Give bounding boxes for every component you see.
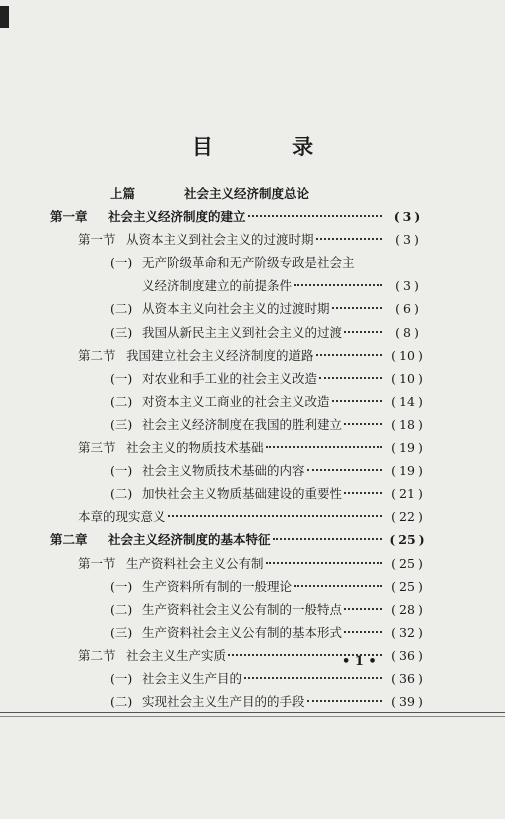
toc-page-number: 21 (399, 486, 415, 501)
dot-leader (307, 469, 382, 471)
toc-entry-title-line2: 义经济制度建立的前提条件 (142, 278, 293, 293)
toc-page-ref: ( 3 ) (395, 232, 419, 247)
toc-page-ref: ( 36 ) (391, 648, 423, 663)
toc-entry-label: 第一节 (78, 556, 116, 571)
toc-entry[interactable] (110, 369, 430, 389)
toc-entry[interactable] (78, 230, 430, 250)
toc-entry[interactable] (110, 484, 430, 504)
toc-page-ref: ( 3 ) (393, 209, 421, 224)
toc-entry-title: 对农业和手工业的社会主义改造 (142, 371, 318, 386)
toc-entry-text (110, 623, 342, 643)
toc-entry-title: 社会主义生产实质 (126, 648, 227, 663)
toc-entry[interactable] (110, 323, 430, 343)
toc-page-number: 39 (399, 694, 415, 709)
toc-entry-label: (三) (110, 325, 133, 340)
toc-page-number: 36 (399, 671, 415, 686)
toc-entry-text (110, 392, 330, 412)
toc-entry-title: 社会主义经济制度在我国的胜利建立 (142, 417, 343, 432)
toc-page-ref: ( 22 ) (391, 509, 423, 524)
toc-entry[interactable] (78, 438, 430, 458)
toc-page-number: 19 (399, 440, 415, 455)
dot-leader (332, 400, 382, 402)
toc-entry[interactable] (110, 577, 430, 597)
toc-entry-title: 从资本主义向社会主义的过渡时期 (142, 301, 330, 316)
toc-page-ref: ( 25 ) (391, 579, 423, 594)
toc-entry-text (110, 369, 317, 389)
toc-page-number: 3 (403, 232, 411, 247)
toc-page-number: 28 (399, 602, 415, 617)
toc-entry-title: 实现社会主义生产目的的手段 (142, 694, 305, 709)
toc-page-ref: ( 8 ) (395, 325, 419, 340)
toc-entry-text (50, 207, 246, 227)
toc-entry-label: (一) (110, 671, 133, 686)
toc-page-number: 6 (403, 301, 411, 316)
toc-entry-text (50, 530, 271, 550)
toc-entry-label: (一) (110, 579, 133, 594)
toc-entry[interactable] (110, 392, 430, 412)
toc-page-number: 22 (399, 509, 415, 524)
toc-entry-text (78, 554, 264, 574)
page-number: • 1 • (342, 654, 377, 669)
toc-page-number: 25 (399, 579, 415, 594)
scan-edge-mark (0, 6, 9, 28)
toc-entry-label: (二) (110, 694, 133, 709)
toc-page-ref: ( 3 ) (395, 278, 419, 293)
toc-entry[interactable] (50, 530, 430, 550)
toc-page-number: 32 (399, 625, 415, 640)
toc-entry[interactable] (78, 346, 430, 366)
toc-entry-title: 从资本主义到社会主义的过渡时期 (126, 232, 314, 247)
toc-entry[interactable] (50, 207, 430, 227)
dot-leader (344, 608, 382, 610)
toc-entry-title: 社会主义物质技术基础的内容 (142, 463, 305, 478)
page-title: 目 录 (191, 134, 350, 159)
toc-entry-continuation[interactable] (142, 276, 430, 296)
toc-page-ref: ( 10 ) (391, 348, 423, 363)
toc-page-ref: ( 6 ) (395, 301, 419, 316)
toc-entry[interactable] (78, 554, 430, 574)
toc-page-ref: ( 10 ) (391, 371, 423, 386)
part-heading (110, 184, 309, 202)
toc-entry-title: 生产资料社会主义公有制 (126, 556, 264, 571)
dot-leader (244, 677, 382, 679)
toc-entry-title: 社会主义经济制度的基本特征 (108, 532, 271, 547)
toc-page-number: 25 (399, 556, 415, 571)
toc-entry-text (78, 346, 314, 366)
toc-page-number: 14 (399, 394, 415, 409)
toc-entry[interactable] (110, 415, 430, 435)
toc-entry-label: 第一章 (50, 209, 88, 224)
toc-page-ref: ( 36 ) (391, 671, 423, 686)
toc-entry-label: (一) (110, 463, 133, 478)
dot-leader (248, 215, 382, 217)
toc-entry-label: (一) (110, 371, 133, 386)
toc-entry[interactable] (78, 507, 430, 527)
dot-leader (294, 284, 382, 286)
dot-leader (168, 515, 382, 517)
toc-page-number: 19 (399, 463, 415, 478)
toc-entry-label: (二) (110, 301, 133, 316)
toc-page-number: 3 (403, 278, 411, 293)
toc-entry-title: 社会主义的物质技术基础 (126, 440, 264, 455)
toc-entry[interactable] (78, 646, 430, 666)
part-title: 社会主义经济制度总论 (184, 186, 310, 201)
toc-page-ref: ( 28 ) (391, 602, 423, 617)
toc-entry-text (110, 692, 305, 712)
toc-entry[interactable] (110, 461, 430, 481)
toc-entry-label: 第一节 (78, 232, 116, 247)
toc-entry-title: 社会主义生产目的 (142, 671, 243, 686)
toc-page-number: 10 (399, 371, 415, 386)
toc-entry[interactable] (110, 623, 430, 643)
toc-entry-title: 我国建立社会主义经济制度的道路 (126, 348, 314, 363)
dot-leader (344, 631, 382, 633)
toc-entry-title: 生产资料所有制的一般理论 (142, 579, 293, 594)
toc-page-ref: ( 14 ) (391, 394, 423, 409)
toc-entry-label: 第三节 (78, 440, 116, 455)
toc-entry-title: 我国从新民主主义到社会主义的过渡 (142, 325, 343, 340)
toc-entry-text (110, 461, 305, 481)
toc-entry-title: 生产资料社会主义公有制的一般特点 (142, 602, 343, 617)
toc-entry[interactable] (110, 600, 430, 620)
dot-leader (344, 423, 382, 425)
toc-entry[interactable] (110, 692, 430, 712)
toc-page-ref: ( 18 ) (391, 417, 423, 432)
toc-entry-label: (二) (110, 486, 133, 501)
toc-entry-text (110, 577, 292, 597)
bottom-rule-2 (0, 716, 505, 717)
toc-entry-text (78, 230, 314, 250)
toc-page-number: 25 (398, 532, 416, 547)
toc-entry[interactable] (110, 669, 430, 689)
toc-entry-text (110, 600, 342, 620)
toc-entry-title: 无产阶级革命和无产阶级专政是社会主 (142, 255, 355, 270)
dot-leader (266, 446, 382, 448)
toc-entry-text (110, 299, 330, 319)
toc-page-number: 18 (399, 417, 415, 432)
dot-leader (294, 585, 382, 587)
toc-entry-label: 第二节 (78, 348, 116, 363)
toc-entry-text (110, 669, 242, 689)
toc-entry-title: 社会主义经济制度的建立 (108, 209, 246, 224)
dot-leader (266, 562, 382, 564)
toc-entry-text (78, 646, 226, 666)
toc-entry-title: 本章的现实意义 (78, 509, 166, 524)
dot-leader (307, 700, 382, 702)
toc-entry-label: 第二节 (78, 648, 116, 663)
toc-entry[interactable] (110, 253, 430, 273)
part-label: 上篇 (110, 186, 136, 201)
dot-leader (316, 238, 382, 240)
toc-entry-text (110, 484, 342, 504)
toc-entry-label: (二) (110, 394, 133, 409)
dot-leader (319, 377, 382, 379)
toc-entry-label: (二) (110, 602, 133, 617)
toc-entry[interactable] (110, 299, 430, 319)
dot-leader (344, 331, 382, 333)
toc-page-ref: ( 32 ) (391, 625, 423, 640)
toc-page-ref: ( 21 ) (391, 486, 423, 501)
toc-entry-label: 第二章 (50, 532, 88, 547)
toc-entry-label: (一) (110, 255, 133, 270)
toc-page-ref: ( 25 ) (389, 532, 425, 547)
toc-page-number: 3 (402, 209, 412, 224)
toc-page-number: 8 (403, 325, 411, 340)
toc-page-ref: ( 19 ) (391, 463, 423, 478)
toc-page-ref: ( 25 ) (391, 556, 423, 571)
toc-entry-title: 生产资料社会主义公有制的基本形式 (142, 625, 343, 640)
toc-entry-text (110, 253, 355, 273)
toc-page-number: 10 (399, 348, 415, 363)
dot-leader (316, 354, 382, 356)
toc-entry-title: 对资本主义工商业的社会主义改造 (142, 394, 330, 409)
toc-entry-title: 加快社会主义物质基础建设的重要性 (142, 486, 343, 501)
dot-leader (344, 492, 382, 494)
toc-entry-text (78, 438, 264, 458)
toc-entry-label: (三) (110, 417, 133, 432)
toc-page-ref: ( 19 ) (391, 440, 423, 455)
dot-leader (332, 307, 382, 309)
toc-page-ref: ( 39 ) (391, 694, 423, 709)
dot-leader (273, 538, 382, 540)
toc-entry-text (78, 507, 166, 527)
toc-entry-text (110, 415, 342, 435)
toc-entry-text (110, 323, 342, 343)
toc-page-number: 36 (399, 648, 415, 663)
toc-entry-label: (三) (110, 625, 133, 640)
bottom-rule (0, 712, 505, 713)
